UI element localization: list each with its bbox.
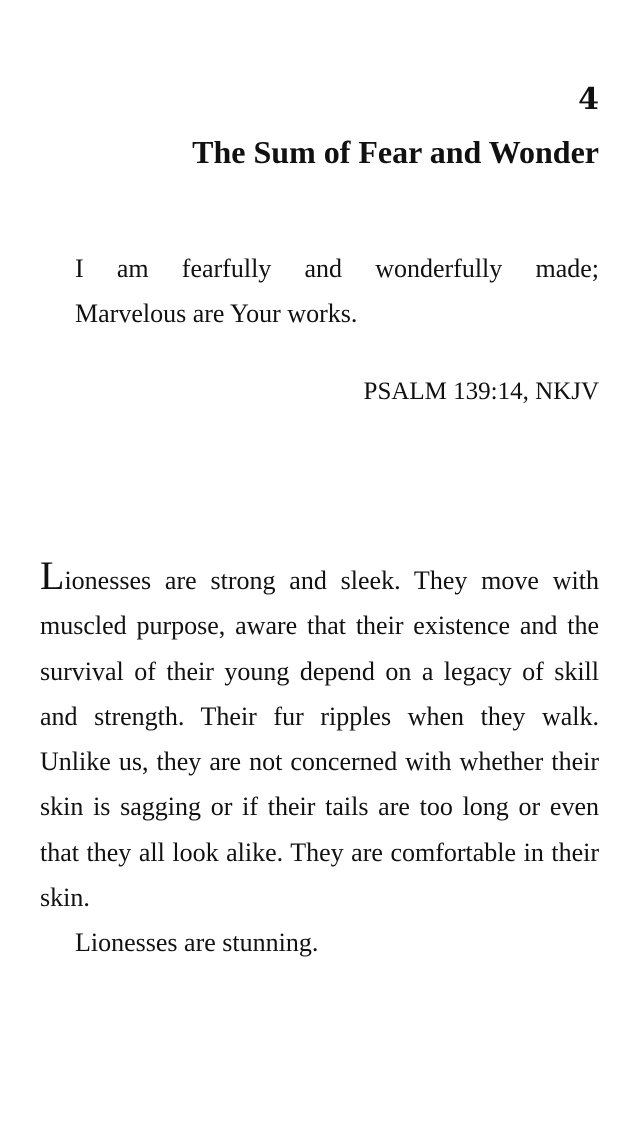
chapter-body (40, 553, 599, 966)
body-paragraph-1 (40, 553, 599, 920)
drop-cap: L (40, 553, 65, 598)
body-paragraph-1-text: ionesses are strong and sleek. They move with muscled purpose, aware that their existence and the survival of their young depend on a legacy of skill and strength. Their fur ripples when they walk. Unlike us, they are not concerned with whether their skin is sagging or if their tails are too long or even that they all look alike. They are comfortable in their skin. (40, 566, 599, 913)
chapter-number: 4 (578, 82, 599, 117)
epigraph-line-1: I am fearfully and wonderfully made; (75, 254, 599, 283)
body-paragraph-2: Lionesses are stunning. (75, 928, 319, 958)
epigraph-line-2: Marvelous are Your works. (75, 299, 358, 328)
epigraph-citation: PSALM 139:14, NKJV (363, 378, 599, 405)
epigraph (75, 246, 599, 336)
chapter-title: The Sum of Fear and Wonder (192, 134, 599, 170)
